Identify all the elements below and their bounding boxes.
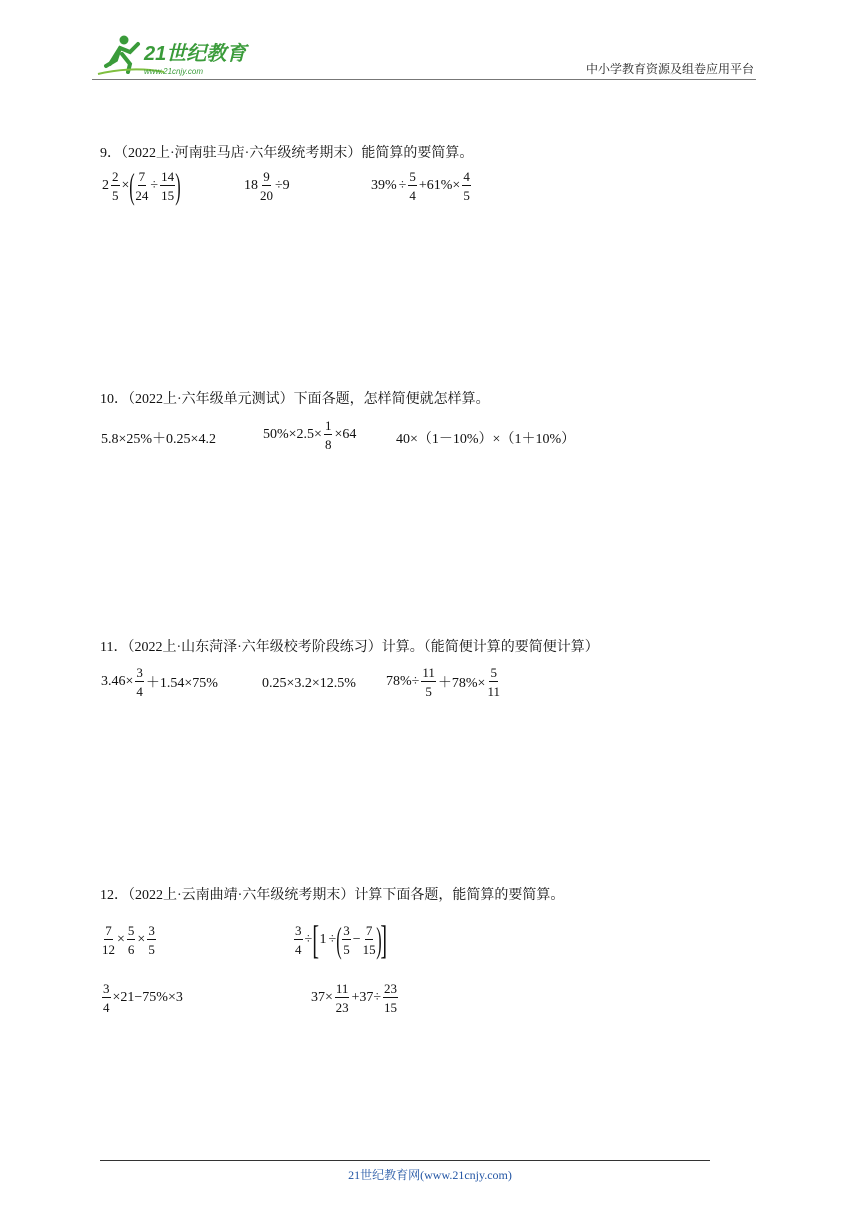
- question-10-title: 10．（2022上·六年级单元测试）下面各题，怎样简便就怎样算。: [100, 392, 490, 407]
- svg-text:21世纪教育: 21世纪教育: [144, 43, 247, 65]
- question-12-title: 12．（2022上·云南曲靖·六年级统考期末）计算下面各题，能简算的要简算。: [100, 888, 565, 903]
- q9-expression-3: 39% ÷ $\frac{5}{4}$ +61%× $\frac{4}{5}$: [371, 169, 470, 203]
- q11-expression-3: 78%÷ $\frac{11}{5}$ ＋78%× $\frac{5}{11}$: [386, 665, 500, 699]
- q12-expression-4: 37× $\frac{11}{23}$ +37÷ $\frac{23}{15}$: [311, 981, 398, 1015]
- q9-expression-1: 2 $\frac{2}{5}$ × ( $\frac{7}{24}$ ÷ $\frac{14}{15}$ ): [102, 166, 181, 206]
- site-logo: [92, 30, 262, 80]
- question-11-title: 11．（2022上·山东菏泽·六年级校考阶段练习）计算。（能简便计算的要简便计算）: [100, 640, 599, 655]
- question-9-title: 9．（2022上·河南驻马店·六年级统考期末）能简算的要简算。: [100, 146, 474, 161]
- footer-link[interactable]: 21世纪教育网(www.21cnjy.com): [348, 1168, 512, 1182]
- q12-expression-2: $\frac{3}{4}$ ÷ [ 1 ÷ ( $\frac{3}{5}$ − $\frac{7}{15}$ ) ]: [295, 917, 387, 962]
- q12-expression-3: $\frac{3}{4}$ ×21−75%×3: [103, 981, 183, 1015]
- q11-expression-1: 3.46× $\frac{3}{4}$ ＋1.54×75%: [101, 665, 218, 699]
- footer-divider: [100, 1160, 710, 1161]
- q11-expression-2: 0.25×3.2×12.5%: [262, 676, 356, 691]
- q9-expression-2: 18 $\frac{9}{20}$ ÷9: [244, 169, 290, 203]
- q10-expression-2: 50%×2.5× $\frac{1}{8}$ ×64: [263, 418, 357, 452]
- svg-text:www.21cnjy.com: www.21cnjy.com: [144, 67, 203, 76]
- q10-expression-1: 5.8×25%＋0.25×4.2: [101, 432, 216, 447]
- platform-name: 中小学教育资源及组卷应用平台: [585, 62, 754, 76]
- header-divider: [92, 79, 756, 80]
- q10-expression-3: 40×（1－10%）×（1＋10%）: [396, 432, 576, 447]
- q12-expression-1: $\frac{7}{12}$ × $\frac{5}{6}$ × $\frac{3}{5}$: [102, 923, 155, 957]
